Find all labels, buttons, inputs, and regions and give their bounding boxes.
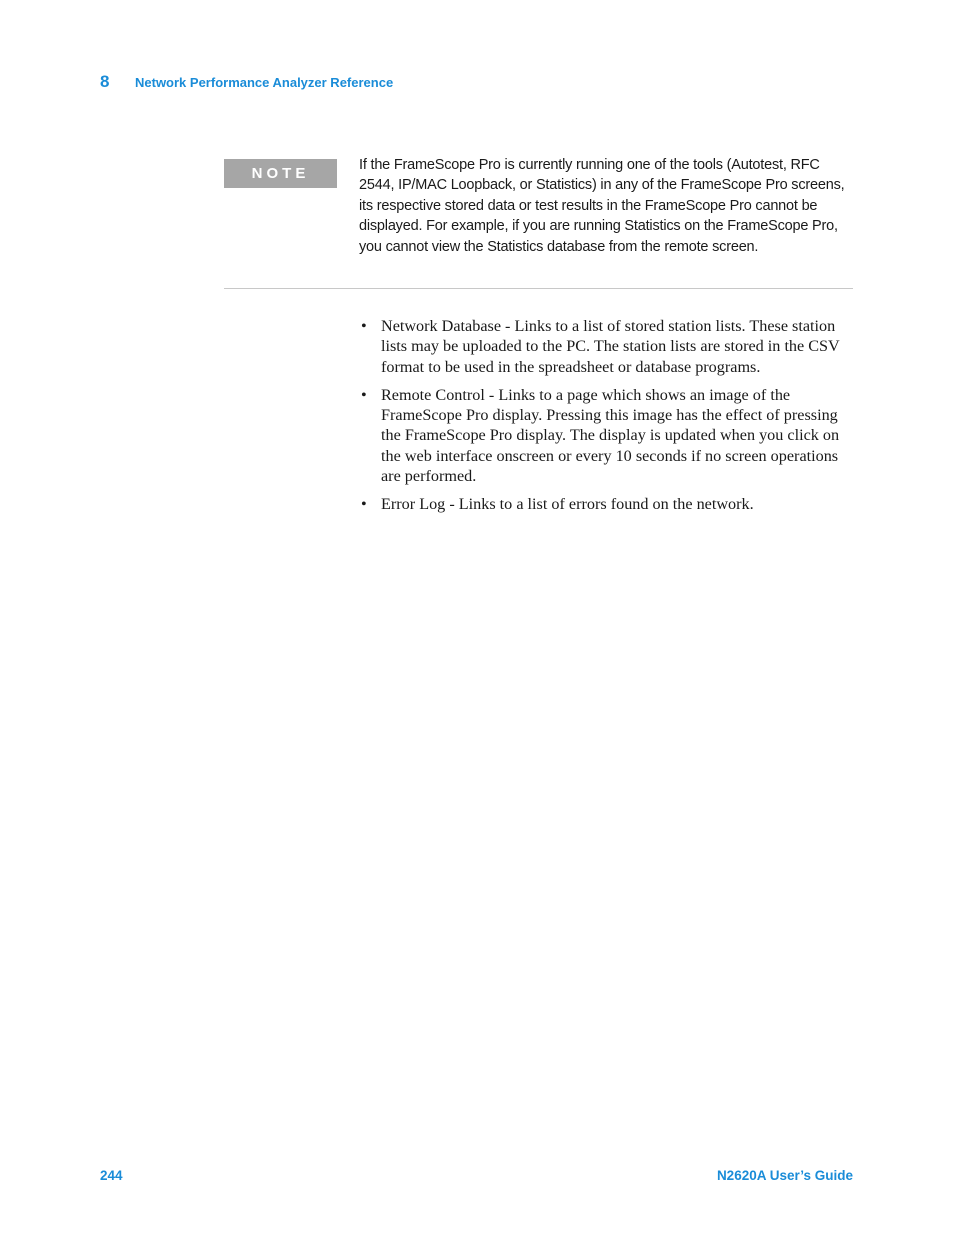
guide-title: N2620A User’s Guide [716, 1168, 853, 1183]
note-text: If the FrameScope Pro is currently running one of the tools (Autotest, RFC 2544, IP/MAC Loopback, or Statistics) in any of the FrameScope Pro screens, its respective stored data or test results in the FrameScope Pro cannot be displayed. For example, if you are running Statistics on the FrameScope Pro, you cannot view the Statistics database from the remote screen. [359, 157, 845, 255]
chapter-number: 8 [100, 72, 110, 91]
list-item [359, 385, 855, 486]
page-number: 244 [100, 1168, 123, 1183]
bullet-icon: • [361, 385, 367, 404]
bullet-icon: • [361, 495, 367, 514]
list-item-text: Error Log - Links to a list of errors found on the network. [381, 495, 754, 514]
list-item-text: Network Database - Links to a list of stored station lists. These station lists may be uploaded to the PC. The station lists are stored in the CSV format to be used in the spreadsheet or database programs. [381, 317, 840, 376]
bullet-icon: • [361, 317, 367, 335]
list-item [359, 494, 855, 514]
list-item-text: Remote Control - Links to a page which shows an image of the FrameScope Pro display. Pressing this image has the effect of pressing the FrameScope Pro display. The display is updated when you click on the web interface onscreen or every 10 seconds if no screen operations are performed. [381, 385, 840, 486]
note-divider [224, 288, 853, 289]
bullet-list [359, 316, 855, 523]
note-badge: NOTE [224, 159, 337, 188]
chapter-title: Network Performance Analyzer Reference [135, 75, 394, 90]
list-item [359, 316, 855, 377]
